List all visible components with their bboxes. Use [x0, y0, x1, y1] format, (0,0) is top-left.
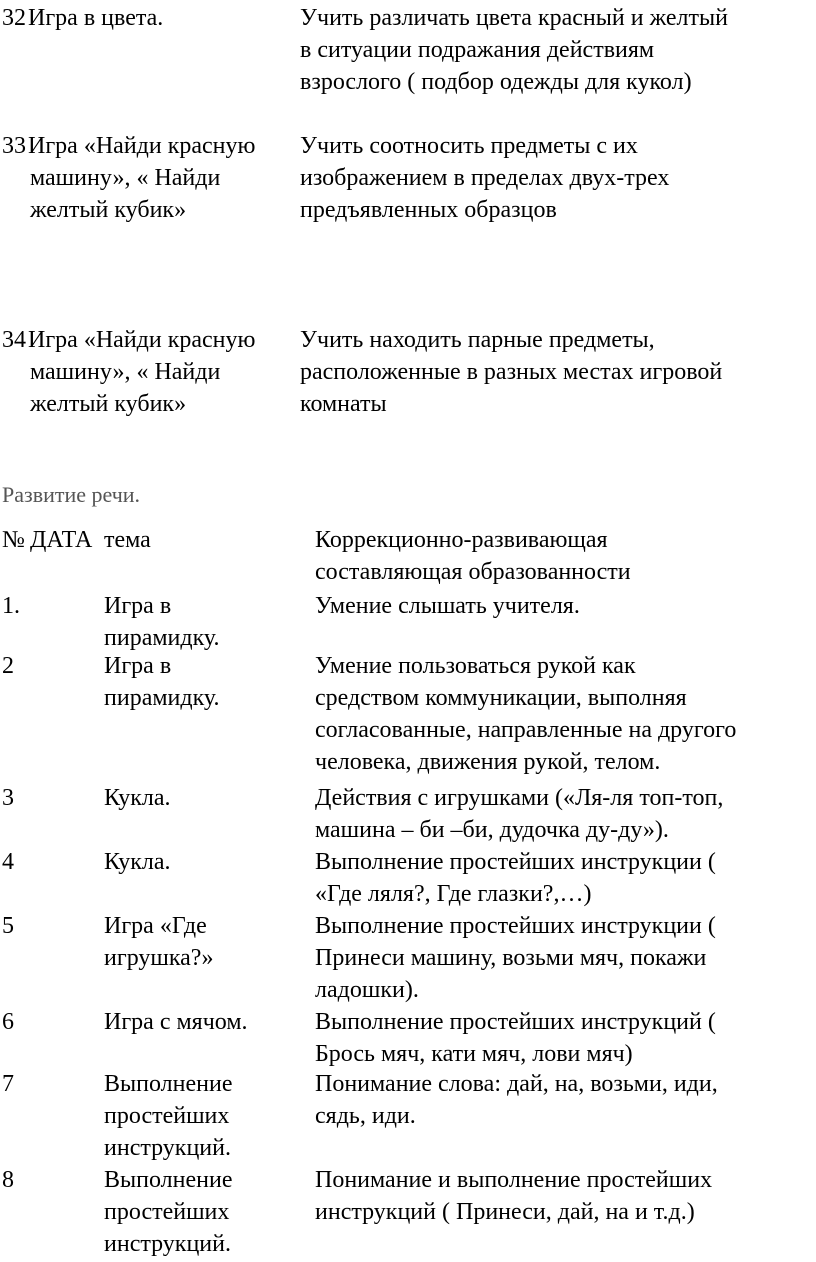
header-topic: тема	[104, 527, 151, 553]
row-description: Учить находить парные предметы, расположенные в разных местах игровой комнаты	[300, 327, 723, 417]
cell-description: Понимание слова: дай, на, возьми, иди, сядь, иди.	[315, 1071, 718, 1129]
cell-topic: Игра в пирамидку.	[104, 653, 220, 711]
cell-topic: Игра «Где игрушка?»	[104, 913, 214, 971]
section-title: Развитие речи.	[2, 482, 141, 507]
cell-num: 7	[2, 1071, 14, 1097]
cell-description: Выполнение простейших инструкции ( Принеси машину, возьми мяч, покажи ладошки).	[315, 913, 716, 1003]
header-component: Коррекционно-развивающая составляющая образованности	[315, 527, 631, 585]
row-description: Учить соотносить предметы с их изображением в пределах двух-трех предъявленных образцов	[300, 133, 670, 223]
row-description: Учить различать цвета красный и желтый в ситуации подражания действиям взрослого ( подбор одежды для кукол)	[300, 5, 728, 95]
cell-num: 1.	[2, 593, 20, 619]
cell-topic: Выполнение простейших инструкций.	[104, 1167, 233, 1257]
cell-description: Выполнение простейших инструкции ( «Где ляля?, Где глазки?,…)	[315, 849, 716, 907]
row-title: Игра «Найди красную машину», « Найди желтый кубик»	[28, 327, 256, 417]
cell-description: Понимание и выполнение простейших инструкций ( Принеси, дай, на и т.д.)	[315, 1167, 713, 1225]
cell-num: 6	[2, 1009, 14, 1035]
cell-topic: Игра в пирамидку.	[104, 593, 220, 651]
cell-description: Умение пользоваться рукой как средством коммуникации, выполняя согласованные, направленные на другого человека, движения рукой, телом.	[315, 653, 737, 775]
cell-num: 5	[2, 913, 14, 939]
cell-topic: Кукла.	[104, 785, 171, 811]
cell-topic: Выполнение простейших инструкций.	[104, 1071, 233, 1161]
row-number: 33	[2, 133, 26, 159]
cell-description: Действия с игрушками («Ля-ля топ-топ, машина – би –би, дудочка ду-ду»).	[315, 785, 724, 843]
cell-topic: Игра с мячом.	[104, 1009, 248, 1035]
cell-num: 8	[2, 1167, 14, 1193]
header-num: №	[2, 527, 25, 553]
cell-description: Выполнение простейших инструкций ( Брось мяч, кати мяч, лови мяч)	[315, 1009, 716, 1067]
cell-description: Умение слышать учителя.	[315, 593, 580, 619]
row-title: Игра «Найди красную машину», « Найди желтый кубик»	[28, 133, 256, 223]
cell-num: 4	[2, 849, 14, 875]
row-number: 32	[2, 5, 26, 31]
row-title: Игра в цвета.	[28, 5, 164, 31]
cell-num: 3	[2, 785, 14, 811]
row-number: 34	[2, 327, 26, 353]
header-date: ДАТА	[30, 527, 93, 553]
cell-topic: Кукла.	[104, 849, 171, 875]
cell-num: 2	[2, 653, 14, 679]
